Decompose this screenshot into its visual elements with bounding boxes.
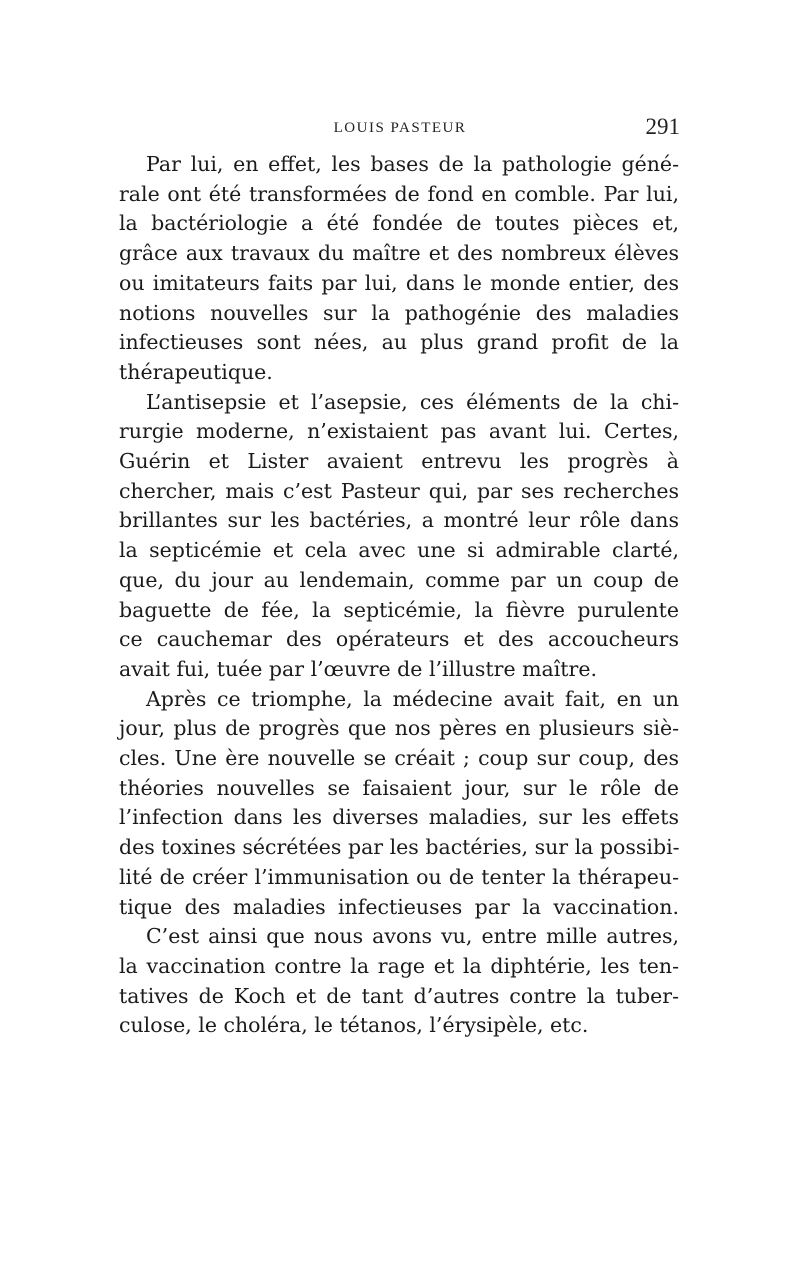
paragraph <box>119 150 679 388</box>
text-line: la septicémie et cela avec une si admirable clarté, <box>119 538 679 563</box>
body-text <box>119 150 679 1041</box>
text-line: baguette de fée, la septicémie, la fièvre purulente <box>119 597 679 622</box>
text-line: la vaccination contre la rage et la diphtérie, les ten- <box>119 953 679 978</box>
text-line: Guérin et Lister avaient entrevu les progrès à <box>119 449 679 474</box>
text-line: ce cauchemar des opérateurs et des accoucheurs <box>119 627 679 652</box>
text-line: culose, le choléra, le tétanos, l’érysipèle, etc. <box>119 1013 589 1038</box>
paragraph <box>119 685 679 923</box>
text-line: des toxines sécrétées par les bactéries, sur la possibi- <box>119 835 680 860</box>
text-line: tatives de Koch et de tant d’autres contre la tuber- <box>119 983 679 1008</box>
text-line: chercher, mais c’est Pasteur qui, par ses recherches <box>119 478 679 503</box>
text-line: ou imitateurs faits par lui, dans le monde entier, des <box>119 270 679 295</box>
page-number: 291 <box>645 114 680 139</box>
text-line: rale ont été transformées de fond en comble. Par lui, <box>119 181 679 206</box>
text-line: C’est ainsi que nous avons vu, entre mille autres, <box>146 924 679 949</box>
text-line: l’infection dans les diverses maladies, sur les effets <box>119 805 679 830</box>
text-line: cles. Une ère nouvelle se créait ; coup sur coup, des <box>119 746 679 771</box>
text-line: Après ce triomphe, la médecine avait fait, en un <box>146 686 679 711</box>
text-line: rurgie moderne, n’existaient pas avant lui. Certes, <box>119 419 679 444</box>
text-line: grâce aux travaux du maître et des nombreux élèves <box>119 241 679 266</box>
text-line: la bactériologie a été fondée de toutes pièces et, <box>119 211 679 236</box>
text-line: avait fui, tuée par l’œuvre de l’illustre maître. <box>119 656 597 681</box>
running-title: LOUIS PASTEUR <box>333 120 467 136</box>
text-line: brillantes sur les bactéries, a montré leur rôle dans <box>119 508 679 533</box>
text-line: que, du jour au lendemain, comme par un coup de <box>119 567 679 592</box>
text-line: Par lui, en effet, les bases de la pathologie géné- <box>146 152 679 176</box>
text-line: L’antisepsie et l’asepsie, ces éléments de la chi- <box>146 389 679 414</box>
text-line: théories nouvelles se faisaient jour, sur le rôle de <box>119 775 679 800</box>
text-line: notions nouvelles sur la pathogénie des maladies <box>119 300 679 325</box>
paragraph <box>119 388 679 685</box>
paragraph <box>119 922 679 1041</box>
running-head <box>120 114 680 144</box>
text-line: thérapeutique. <box>119 359 273 384</box>
text-line: jour, plus de progrès que nos pères en plusieurs siè- <box>119 716 679 741</box>
text-line: lité de créer l’immunisation ou de tenter la thérapeu- <box>119 864 679 889</box>
text-line: infectieuses sont nées, au plus grand profit de la <box>119 330 679 355</box>
text-line: tique des maladies infectieuses par la vaccination. <box>119 894 679 919</box>
